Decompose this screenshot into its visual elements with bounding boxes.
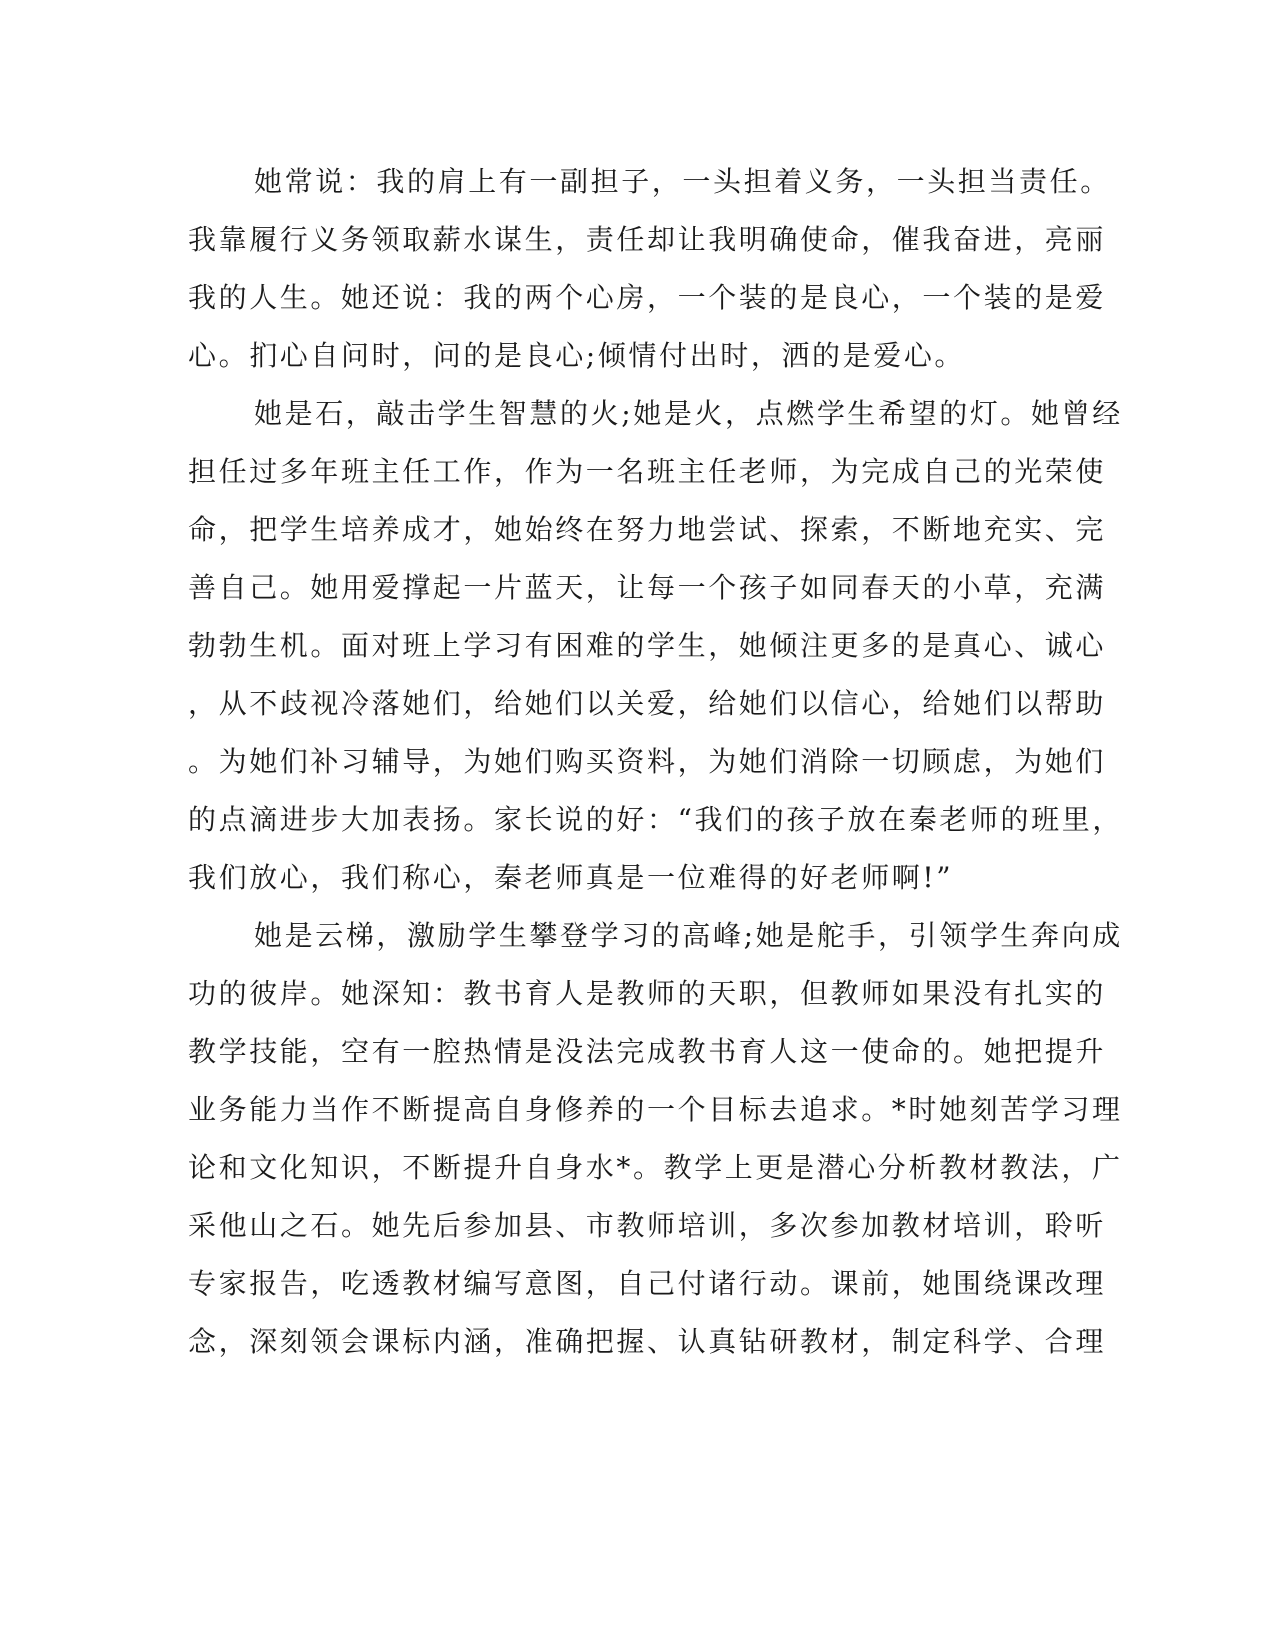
paragraph-3-line-3: 教学技能，空有一腔热情是没法完成教书育人这一使命的。她把提升 [188,1035,1107,1068]
paragraph-1-line-1: 她常说：我的肩上有一副担子，一头担着义务，一头担当责任。 [254,165,1111,198]
paragraph-2-line-6: ，从不歧视冷落她们，给她们以关爱，给她们以信心，给她们以帮助 [188,687,1107,720]
paragraph-3-line-8: 念，深刻领会课标内涵，准确把握、认真钻研教材，制定科学、合理 [188,1325,1107,1358]
paragraph-3-line-5: 论和文化知识，不断提升自身水*。教学上更是潜心分析教材教法，广 [188,1151,1123,1184]
paragraph-3-line-7: 专家报告，吃透教材编写意图，自己付诸行动。课前，她围绕课改理 [188,1267,1107,1300]
paragraph-3-line-6: 采他山之石。她先后参加县、市教师培训，多次参加教材培训，聆听 [188,1209,1107,1242]
paragraph-2-line-2: 担任过多年班主任工作，作为一名班主任老师，为完成自己的光荣使 [188,455,1107,488]
paragraph-2-line-4: 善自己。她用爱撑起一片蓝天，让每一个孩子如同春天的小草，充满 [188,571,1107,604]
paragraph-1-line-2: 我靠履行义务领取薪水谋生，责任却让我明确使命，催我奋进，亮丽 [188,223,1107,256]
paragraph-1-line-3: 我的人生。她还说：我的两个心房，一个装的是良心，一个装的是爱 [188,281,1107,314]
paragraph-2-line-1: 她是石，敲击学生智慧的火;她是火，点燃学生希望的灯。她曾经 [254,397,1123,430]
paragraph-2-line-5: 勃勃生机。面对班上学习有困难的学生，她倾注更多的是真心、诚心 [188,629,1107,662]
paragraph-2-line-7: 。为她们补习辅导，为她们购买资料，为她们消除一切顾虑，为她们 [188,745,1107,778]
paragraph-3-line-1: 她是云梯，激励学生攀登学习的高峰;她是舵手，引领学生奔向成 [254,919,1123,952]
paragraph-2-line-9: 我们放心，我们称心，秦老师真是一位难得的好老师啊!” [188,861,954,894]
paragraph-3-line-4: 业务能力当作不断提高自身修养的一个目标去追求。*时她刻苦学习理 [188,1093,1123,1126]
paragraph-1-line-4: 心。扪心自问时，问的是良心;倾情付出时，洒的是爱心。 [188,339,966,372]
paragraph-2-line-8: 的点滴进步大加表扬。家长说的好：“我们的孩子放在秦老师的班里， [188,803,1123,836]
paragraph-3-line-2: 功的彼岸。她深知：教书育人是教师的天职，但教师如果没有扎实的 [188,977,1107,1010]
paragraph-2-line-3: 命，把学生培养成才，她始终在努力地尝试、探索，不断地充实、完 [188,513,1107,546]
